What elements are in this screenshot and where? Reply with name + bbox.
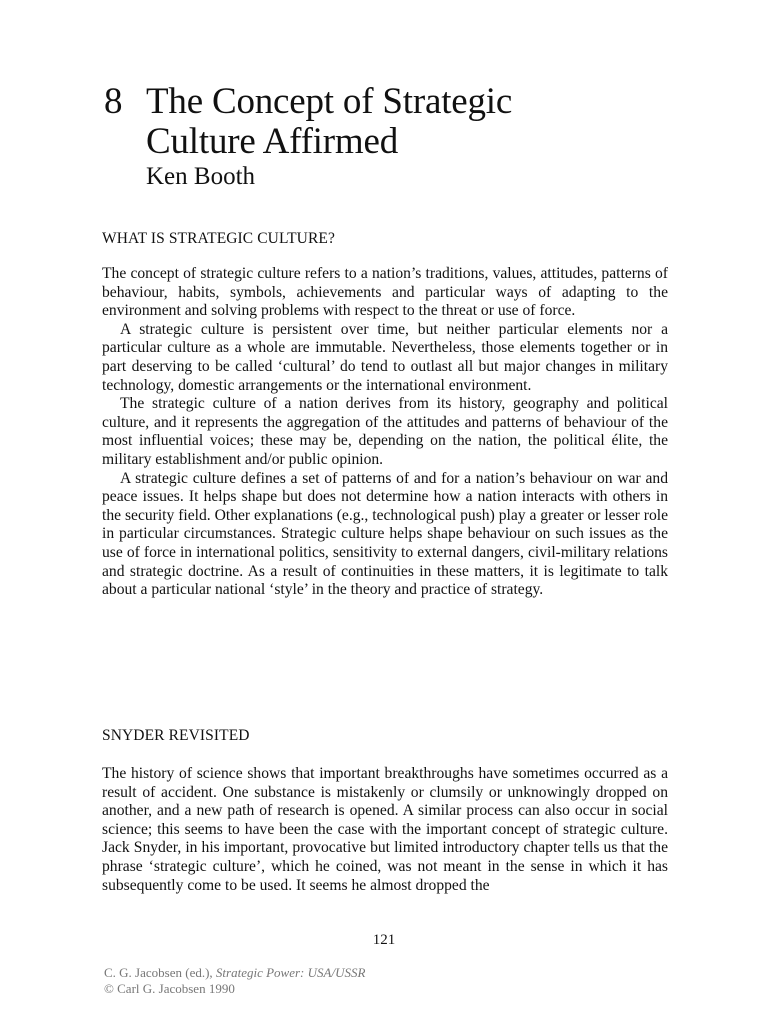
- citation-editor: C. G. Jacobsen (ed.),: [104, 965, 216, 980]
- paragraph: A strategic culture is persistent over time, but neither particular elements nor a particular culture as a whole are immutable. Nevertheless, those elements together or in part deserving to be called ‘cultural’ do tend to outlast all but major changes in military technology, domestic arrangements or the international environment.: [102, 320, 668, 394]
- chapter-number: 8: [104, 81, 123, 122]
- section-heading-what-is-strategic-culture: WHAT IS STRATEGIC CULTURE?: [102, 230, 335, 247]
- chapter-heading: [104, 82, 724, 162]
- section-body-snyder-revisited: [102, 765, 668, 895]
- citation-book-title: Strategic Power: USA/USSR: [215, 965, 366, 980]
- chapter-title-part-1: The Concept of Strategic: [146, 81, 513, 122]
- paragraph: The strategic culture of a nation derives from its history, geography and political culture, and it represents the aggregation of the attitudes and patterns of behaviour of the most influential voices; these may be, depending on the nation, the political élite, the military establishment and/or public opinion.: [102, 395, 668, 468]
- page-number: 121: [372, 932, 396, 948]
- paragraph: The concept of strategic culture refers to a nation’s traditions, values, attitudes, patterns of behaviour, habits, symbols, achievements and particular ways of adapting to the environment and solving problems with respect to the threat or use of force.: [102, 265, 668, 320]
- paragraph: The history of science shows that important breakthroughs have sometimes occurred as a result of accident. One substance is mistakenly or clumsily or unknowingly dropped on another, and a new path of research is opened. A similar process can also occur in social science; this seems to have been the case with the important concept of strategic culture. Jack Snyder, in his important, provocative but limited introductory chapter tells us that the phrase ‘strategic culture’, which he coined, was not meant in the sense in which it has subsequently come to be used. It seems he almost dropped the: [102, 765, 668, 894]
- section-body-what-is-strategic-culture: [102, 265, 668, 600]
- chapter-title-line-1: [104, 82, 724, 122]
- paragraph: A strategic culture defines a set of patterns of and for a nation’s behaviour on war and peace issues. It helps shape but does not determine how a nation interacts with others in the security field. Other explanations (e.g., technological push) play a greater or lesser role in particular circumstances. Strategic culture helps shape behaviour on such issues as the use of force in international politics, sensitivity to external dangers, civil-military relations and strategic doctrine. As a result of continuities in these matters, it is legitimate to talk about a particular national ‘style’ in the theory and practice of strategy.: [102, 469, 668, 599]
- chapter-author: Ken Booth: [146, 163, 256, 190]
- copyright-notice: © Carl G. Jacobsen 1990: [104, 981, 235, 996]
- section-heading-snyder-revisited: SNYDER REVISITED: [102, 727, 250, 744]
- copyright-footer: [104, 965, 365, 997]
- source-citation: [104, 965, 365, 981]
- chapter-title-line-2: Culture Affirmed: [146, 121, 398, 162]
